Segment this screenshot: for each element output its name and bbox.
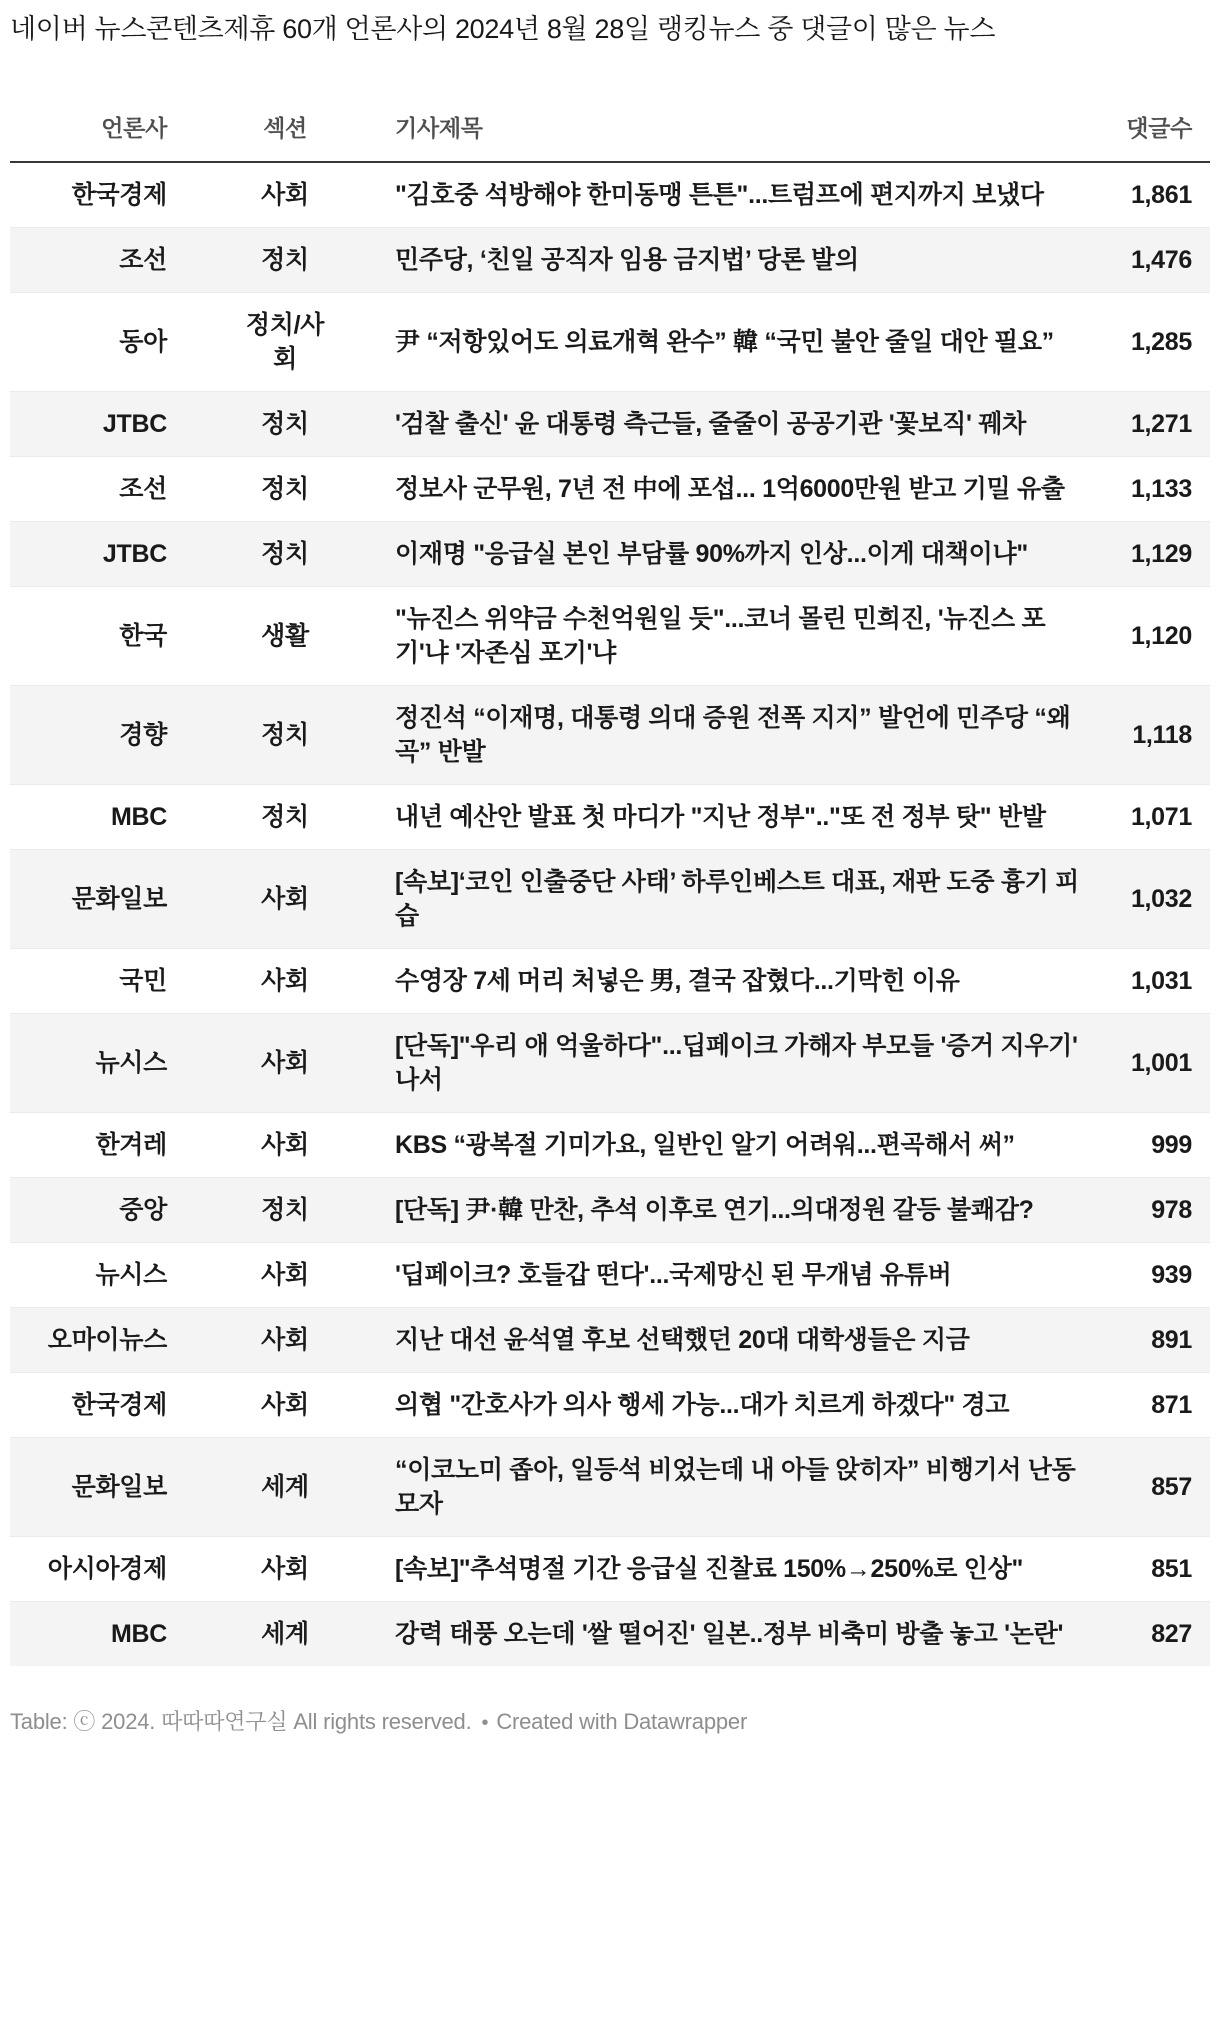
comments-cell: 1,118 bbox=[1132, 721, 1192, 749]
table-row bbox=[10, 1178, 1210, 1243]
title-cell: 정보사 군무원, 7년 전 中에 포섭... 1억6000만원 받고 기밀 유출 bbox=[395, 475, 1065, 503]
table-header bbox=[10, 46, 1210, 162]
comments-cell: 1,861 bbox=[1130, 181, 1192, 209]
table-row bbox=[10, 850, 1210, 949]
section-cell: 정치 bbox=[261, 721, 309, 749]
table-row bbox=[10, 457, 1210, 522]
table-row bbox=[10, 1308, 1210, 1373]
table-row bbox=[10, 228, 1210, 293]
comments-cell: 1,001 bbox=[1130, 1049, 1192, 1077]
ranking-news-table bbox=[10, 46, 1210, 1666]
title-cell: 민주당, ‘친일 공직자 임용 금지법’ 당론 발의 bbox=[395, 246, 859, 274]
comments-cell: 871 bbox=[1151, 1391, 1192, 1419]
title-cell: '검찰 출신' 윤 대통령 측근들, 줄줄이 공공기관 '꽃보직' 꿰차 bbox=[395, 410, 1026, 438]
page-title: 네이버 뉴스콘텐츠제휴 60개 언론사의 2024년 8월 28일 랭킹뉴스 중 댓글이 많은 뉴스 bbox=[10, 14, 996, 44]
table-row bbox=[10, 392, 1210, 457]
column-header-title: 기사제목 bbox=[395, 46, 1095, 162]
title-cell: 지난 대선 윤석열 후보 선택했던 20대 대학생들은 지금 bbox=[395, 1326, 970, 1354]
outlet-cell: 경향 bbox=[119, 721, 167, 749]
section-cell: 정치 bbox=[261, 803, 309, 831]
comments-cell: 978 bbox=[1151, 1196, 1192, 1224]
title-cell: 내년 예산안 발표 첫 마디가 "지난 정부".."또 전 정부 탓" 반발 bbox=[395, 803, 1046, 831]
outlet-cell: MBC bbox=[110, 1620, 167, 1648]
outlet-cell: 문화일보 bbox=[71, 1473, 167, 1501]
title-cell: “이코노미 좁아, 일등석 비었는데 내 아들 앉히자” 비행기서 난동 모자 bbox=[395, 1456, 1076, 1518]
table-row bbox=[10, 293, 1210, 392]
table-body bbox=[10, 162, 1210, 1666]
title-cell: 강력 태풍 오는데 '쌀 떨어진' 일본..정부 비축미 방출 놓고 '논란' bbox=[395, 1620, 1064, 1648]
comments-cell: 1,031 bbox=[1130, 967, 1192, 995]
created-with-datawrapper-link[interactable]: Created with Datawrapper bbox=[496, 1709, 748, 1734]
outlet-cell: 한국경제 bbox=[71, 181, 167, 209]
outlet-cell: 뉴시스 bbox=[95, 1261, 167, 1289]
comments-cell: 851 bbox=[1151, 1555, 1192, 1583]
title-cell: 의협 "간호사가 의사 행세 가능...대가 치르게 하겠다" 경고 bbox=[395, 1391, 1010, 1419]
table-footer bbox=[10, 1708, 1210, 1737]
comments-cell: 1,071 bbox=[1130, 803, 1192, 831]
outlet-cell: MBC bbox=[110, 803, 167, 831]
comments-cell: 1,032 bbox=[1130, 885, 1192, 913]
title-cell: 정진석 “이재명, 대통령 의대 증원 전폭 지지” 발언에 민주당 “왜곡” 반발 bbox=[395, 704, 1071, 766]
title-cell: "김호중 석방해야 한미동맹 튼튼"...트럼프에 편지까지 보냈다 bbox=[395, 181, 1044, 209]
section-cell: 사회 bbox=[261, 1555, 309, 1583]
comments-cell: 1,133 bbox=[1130, 475, 1192, 503]
comments-cell: 999 bbox=[1151, 1131, 1192, 1159]
section-cell: 사회 bbox=[261, 181, 309, 209]
section-cell: 정치 bbox=[261, 475, 309, 503]
table-row bbox=[10, 1014, 1210, 1113]
comments-cell: 1,271 bbox=[1130, 410, 1192, 438]
comments-cell: 827 bbox=[1151, 1620, 1192, 1648]
title-cell: 尹 “저항있어도 의료개혁 완수” 韓 “국민 불안 줄일 대안 필요” bbox=[395, 328, 1054, 356]
comments-cell: 891 bbox=[1151, 1326, 1192, 1354]
title-cell: "뉴진스 위약금 수천억원일 듯"...코너 몰린 민희진, '뉴진스 포기'냐 '자존심 포기'냐 bbox=[395, 605, 1046, 667]
section-cell: 정치 bbox=[261, 1196, 309, 1224]
title-cell: 이재명 "응급실 본인 부담률 90%까지 인상...이게 대책이냐" bbox=[395, 540, 1028, 568]
outlet-cell: JTBC bbox=[102, 540, 167, 568]
section-cell: 정치 bbox=[261, 246, 309, 274]
column-header-section: 섹션 bbox=[175, 46, 395, 162]
title-cell: [단독] 尹·韓 만찬, 추석 이후로 연기...의대정원 갈등 불쾌감? bbox=[395, 1196, 1034, 1224]
table-row bbox=[10, 587, 1210, 686]
section-cell: 사회 bbox=[261, 1391, 309, 1419]
table-row bbox=[10, 785, 1210, 850]
title-cell: [단독]"우리 애 억울하다"...딥페이크 가해자 부모들 '증거 지우기' 나서 bbox=[395, 1032, 1078, 1094]
table-row bbox=[10, 1602, 1210, 1667]
title-cell: KBS “광복절 기미가요, 일반인 알기 어려워...편곡해서 써” bbox=[395, 1131, 1015, 1159]
outlet-cell: 문화일보 bbox=[71, 885, 167, 913]
section-cell: 사회 bbox=[261, 885, 309, 913]
comments-cell: 939 bbox=[1151, 1261, 1192, 1289]
table-row bbox=[10, 1113, 1210, 1178]
comments-cell: 857 bbox=[1151, 1473, 1192, 1501]
table-row bbox=[10, 522, 1210, 587]
table-row bbox=[10, 1537, 1210, 1602]
column-header-comments: 댓글수 bbox=[1095, 46, 1210, 162]
section-cell: 사회 bbox=[261, 967, 309, 995]
table-row bbox=[10, 686, 1210, 785]
section-cell: 생활 bbox=[261, 622, 309, 650]
outlet-cell: 한국경제 bbox=[71, 1391, 167, 1419]
outlet-cell: 조선 bbox=[119, 246, 167, 274]
title-cell: [속보]‘코인 인출중단 사태’ 하루인베스트 대표, 재판 도중 흉기 피습 bbox=[395, 868, 1080, 930]
comments-cell: 1,476 bbox=[1130, 246, 1192, 274]
comments-cell: 1,285 bbox=[1130, 328, 1192, 356]
section-cell: 세계 bbox=[261, 1620, 309, 1648]
section-cell: 사회 bbox=[261, 1326, 309, 1354]
title-cell: '딥페이크? 호들갑 떤다'...국제망신 된 무개념 유튜버 bbox=[395, 1261, 952, 1289]
outlet-cell: 오마이뉴스 bbox=[47, 1326, 167, 1354]
outlet-cell: JTBC bbox=[102, 410, 167, 438]
table-row bbox=[10, 1373, 1210, 1438]
title-cell: [속보]"추석명절 기간 응급실 진찰료 150%→250%로 인상" bbox=[395, 1555, 1024, 1583]
outlet-cell: 뉴시스 bbox=[95, 1049, 167, 1077]
outlet-cell: 중앙 bbox=[119, 1196, 167, 1224]
table-row bbox=[10, 162, 1210, 228]
table-row bbox=[10, 1438, 1210, 1537]
outlet-cell: 조선 bbox=[119, 475, 167, 503]
outlet-cell: 국민 bbox=[119, 967, 167, 995]
comments-cell: 1,120 bbox=[1130, 622, 1192, 650]
title-cell: 수영장 7세 머리 처넣은 男, 결국 잡혔다...기막힌 이유 bbox=[395, 967, 960, 995]
outlet-cell: 한겨레 bbox=[95, 1131, 167, 1159]
column-header-outlet: 언론사 bbox=[10, 46, 175, 162]
section-cell: 세계 bbox=[261, 1473, 309, 1501]
section-cell: 사회 bbox=[261, 1261, 309, 1289]
footer-separator: • bbox=[481, 1712, 489, 1734]
section-cell: 정치/사회 bbox=[245, 311, 325, 373]
table-row bbox=[10, 1243, 1210, 1308]
section-cell: 사회 bbox=[261, 1049, 309, 1077]
outlet-cell: 동아 bbox=[119, 328, 167, 356]
section-cell: 정치 bbox=[261, 410, 309, 438]
table-row bbox=[10, 949, 1210, 1014]
header-row bbox=[10, 46, 1210, 162]
attribution-text: Table: ⓒ 2024. 따따따연구실 All rights reserved. bbox=[10, 1709, 472, 1734]
outlet-cell: 한국 bbox=[119, 622, 167, 650]
comments-cell: 1,129 bbox=[1130, 540, 1192, 568]
outlet-cell: 아시아경제 bbox=[47, 1555, 167, 1583]
section-cell: 사회 bbox=[261, 1131, 309, 1159]
section-cell: 정치 bbox=[261, 540, 309, 568]
